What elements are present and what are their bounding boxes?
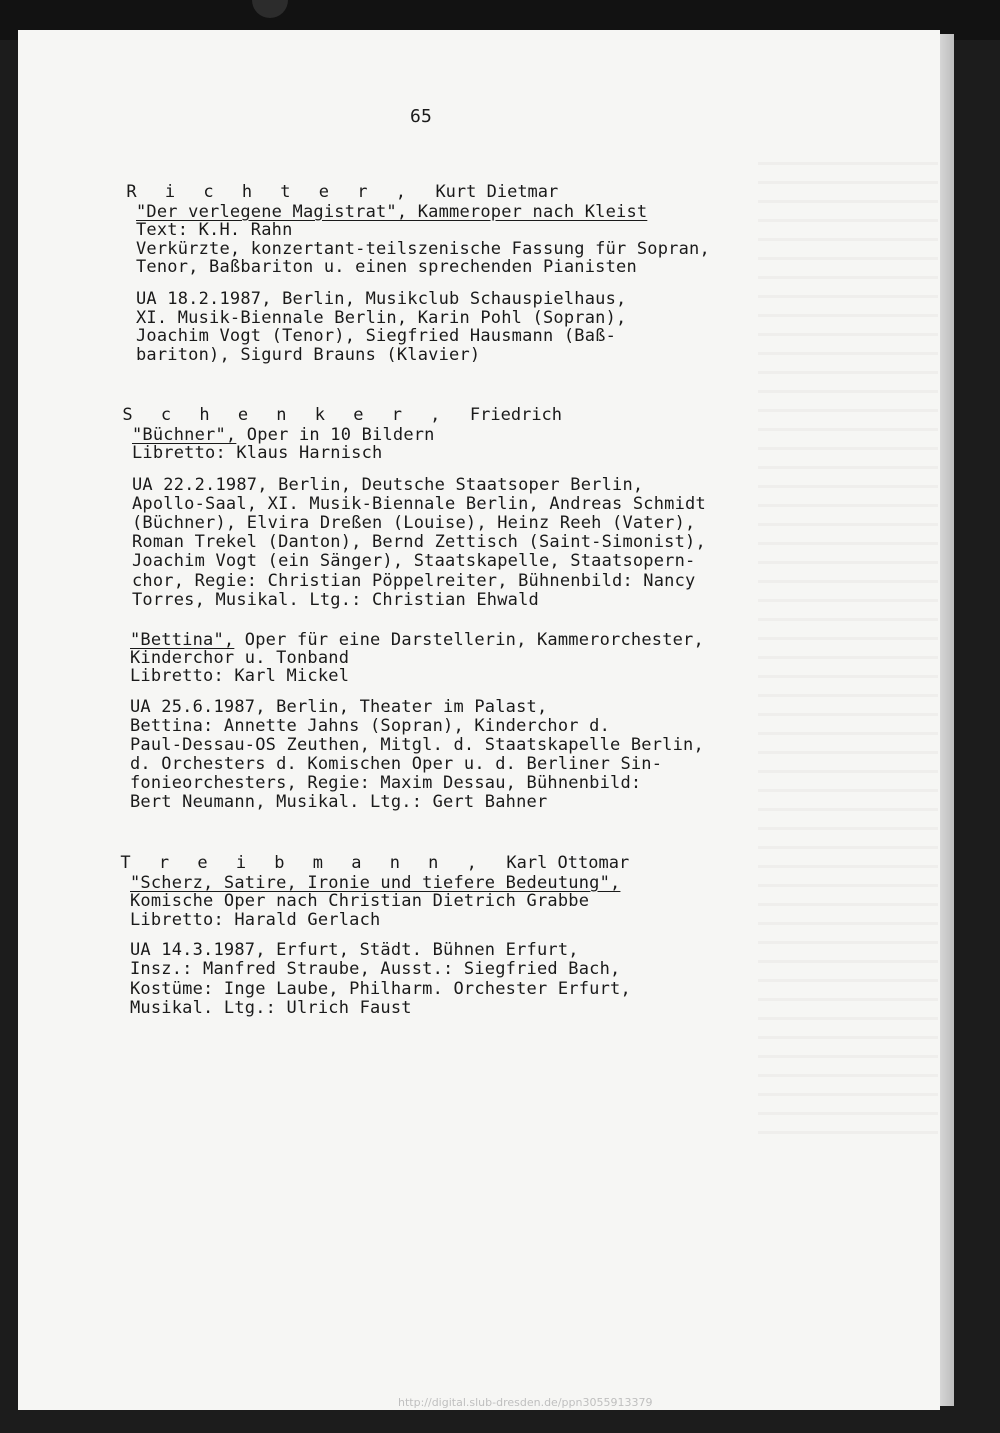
premiere-line: UA 18.2.1987, Berlin, Musikclub Schauspielhaus, bbox=[136, 289, 627, 309]
premiere-line: Bettina: Annette Jahns (Sopran), Kinderchor d. bbox=[130, 716, 611, 736]
premiere-line: Torres, Musikal. Ltg.: Christian Ehwald bbox=[132, 590, 539, 610]
work-title: "Scherz, Satire, Ironie und tiefere Bedeutung", bbox=[130, 873, 621, 893]
premiere-line: UA 25.6.1987, Berlin, Theater im Palast, bbox=[130, 697, 548, 717]
composer-given-name: Kurt Dietmar bbox=[435, 182, 559, 202]
work-title-continued: Kinderchor u. Tonband bbox=[130, 648, 350, 668]
premiere-line: Bert Neumann, Musikal. Ltg.: Gert Bahner bbox=[130, 792, 548, 812]
premiere-line: Insz.: Manfred Straube, Ausst.: Siegfried Bach, bbox=[130, 959, 621, 979]
premiere-line: bariton), Sigurd Brauns (Klavier) bbox=[136, 345, 481, 365]
work-info-line: Komische Oper nach Christian Dietrich Grabbe bbox=[130, 891, 590, 911]
composer-surname: T r e i b m a n n , bbox=[120, 853, 486, 873]
premiere-line: UA 14.3.1987, Erfurt, Städt. Bühnen Erfurt, bbox=[130, 940, 579, 960]
page-content bbox=[18, 30, 940, 1410]
work-info-line: Verkürzte, konzertant-teilszenische Fassung für Sopran, bbox=[136, 239, 710, 259]
premiere-line: d. Orchesters d. Komischen Oper u. d. Berliner Sin- bbox=[130, 754, 663, 774]
work-title: "Der verlegene Magistrat", Kammeroper nach Kleist bbox=[136, 202, 648, 222]
premiere-line: Joachim Vogt (ein Sänger), Staatskapelle, Staatsopern- bbox=[132, 551, 696, 571]
work-info-line: Libretto: Karl Mickel bbox=[130, 666, 350, 686]
source-url-watermark: http://digital.slub-dresden.de/ppn3055913379 bbox=[398, 1396, 653, 1409]
work-info-line: Libretto: Harald Gerlach bbox=[130, 910, 381, 930]
composer-given-name: Friedrich bbox=[469, 405, 563, 425]
premiere-line: XI. Musik-Biennale Berlin, Karin Pohl (Sopran), bbox=[136, 308, 627, 328]
premiere-line: Musikal. Ltg.: Ulrich Faust bbox=[130, 998, 412, 1018]
work-title-row bbox=[132, 426, 435, 445]
work-title: "Bettina", bbox=[130, 630, 235, 650]
bleed-through-area bbox=[758, 150, 938, 1150]
composer-surname: R i c h t e r , bbox=[126, 182, 415, 202]
premiere-line: Joachim Vogt (Tenor), Siegfried Hausmann (Baß- bbox=[136, 326, 617, 346]
premiere-line: Apollo-Saal, XI. Musik-Biennale Berlin, Andreas Schmidt bbox=[132, 494, 706, 514]
premiere-line: UA 22.2.1987, Berlin, Deutsche Staatsoper Berlin, bbox=[132, 475, 644, 495]
premiere-line: Paul-Dessau-OS Zeuthen, Mitgl. d. Staatskapelle Berlin, bbox=[130, 735, 704, 755]
premiere-line: Roman Trekel (Danton), Bernd Zettisch (Saint-Simonist), bbox=[132, 532, 706, 552]
premiere-line: (Büchner), Elvira Dreßen (Louise), Heinz Reeh (Vater), bbox=[132, 513, 696, 533]
document-page bbox=[18, 30, 940, 1410]
composer-given-name: Karl Ottomar bbox=[506, 853, 630, 873]
work-info-line: Tenor, Baßbariton u. einen sprechenden Pianisten bbox=[136, 257, 637, 277]
work-info-line: Text: K.H. Rahn bbox=[136, 220, 293, 240]
premiere-line: chor, Regie: Christian Pöppelreiter, Bühnenbild: Nancy bbox=[132, 571, 696, 591]
work-title-row bbox=[130, 631, 704, 650]
work-genre: Oper in 10 Bildern bbox=[236, 425, 435, 445]
page-number: 65 bbox=[410, 106, 433, 127]
composer-surname: S c h e n k e r , bbox=[122, 405, 450, 425]
work-info-line: Libretto: Klaus Harnisch bbox=[132, 443, 383, 463]
premiere-line: fonieorchesters, Regie: Maxim Dessau, Bühnenbild: bbox=[130, 773, 642, 793]
premiere-line: Kostüme: Inge Laube, Philharm. Orchester Erfurt, bbox=[130, 979, 631, 999]
work-genre: Oper für eine Darstellerin, Kammerorchester, bbox=[234, 630, 704, 650]
work-title: "Büchner", bbox=[132, 425, 237, 445]
page-stack-edge bbox=[938, 34, 954, 1406]
